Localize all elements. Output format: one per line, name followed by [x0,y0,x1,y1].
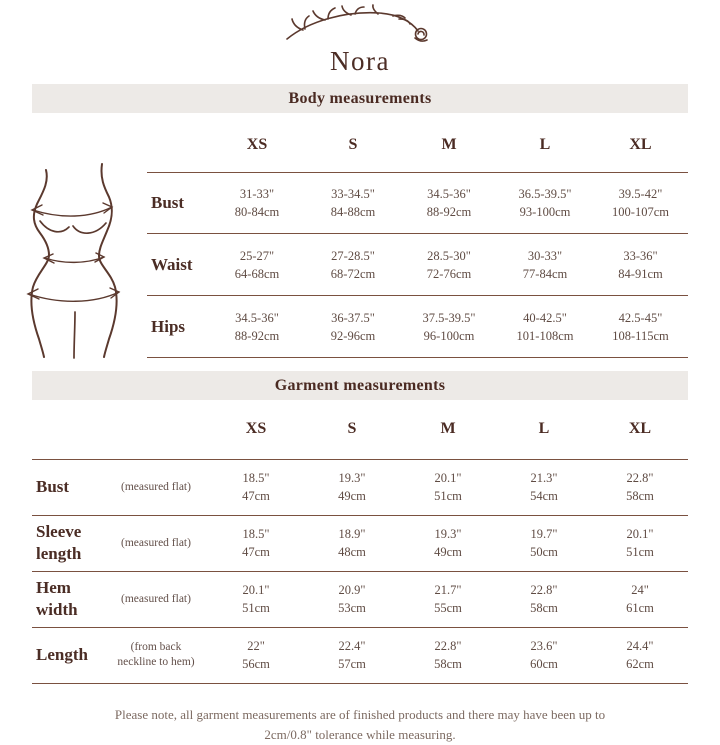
value-inches: 34.5-36" [427,186,471,201]
value-inches: 20.1" [626,527,654,541]
body-measurements-heading: Body measurements [32,84,688,113]
value-inches: 20.9" [338,583,366,597]
value-inches: 19.7" [530,527,558,541]
hem-m-cell [400,571,496,627]
size-column-header-l: L [538,420,550,438]
footnote-line-1: Please note, all garment measurements are of finished products and there may have been up to [114,706,606,722]
value-cm: 61cm [626,601,654,615]
value-inches: 31-33" [239,186,275,201]
empty-corner-cell [147,118,209,172]
hem-xs-cell [208,571,304,627]
value-cm: 84-88cm [330,204,376,219]
waist-xs-cell [209,234,305,296]
measurement-note: (measured flat) [121,480,191,493]
value-inches: 40-42.5" [523,310,567,325]
value-inches: 28.5-30" [427,248,471,263]
value-cm: 68-72cm [330,266,376,281]
value-inches: 22.4" [338,639,366,653]
value-inches: 22.8" [530,583,558,597]
measurement-note: (measured flat) [121,592,191,605]
value-cm: 108-115cm [612,328,669,343]
value-cm: 77-84cm [522,266,568,281]
value-inches: 21.7" [434,583,462,597]
body-measurements-section [0,118,720,358]
table-row-waist [147,234,688,296]
value-inches: 24" [631,583,649,597]
table-row-hem-width [32,571,688,627]
length-s-cell [304,627,400,683]
row-label-hips: Hips [151,316,186,336]
value-cm: 58cm [434,657,462,671]
row-label-bust: Bust [36,477,70,496]
bust-s-cell [305,172,401,234]
value-cm: 72-76cm [426,266,472,281]
table-row-sleeve-length [32,515,688,571]
value-inches: 30-33" [527,248,563,263]
torso-illustration [16,162,134,358]
size-column-header-s: S [347,420,357,438]
value-inches: 37.5-39.5" [422,310,476,325]
hem-l-cell [496,571,592,627]
value-cm: 47cm [242,545,270,559]
hips-xs-cell [209,296,305,358]
value-cm: 100-107cm [612,204,669,219]
hips-arrow [28,288,119,301]
sleeve-l-cell [496,515,592,571]
page-header [0,0,720,77]
value-inches: 27-28.5" [331,248,375,263]
sleeve-s-cell [304,515,400,571]
length-m-cell [400,627,496,683]
value-inches: 36-37.5" [331,310,375,325]
row-label-bust: Bust [151,192,185,212]
value-inches: 23.6" [530,639,558,653]
hem-xl-cell [592,571,688,627]
sleeve-xl-cell [592,515,688,571]
hips-xl-cell [593,296,688,358]
value-inches: 34.5-36" [235,310,279,325]
table-row-hips [147,296,688,358]
length-xl-cell [592,627,688,683]
value-cm: 49cm [434,545,462,559]
length-xs-cell [208,627,304,683]
value-inches: 19.3" [434,527,462,541]
garment-bust-l-cell [496,459,592,515]
waist-m-cell [401,234,497,296]
value-cm: 93-100cm [519,204,571,219]
garment-measurements-table [32,400,688,684]
product-title: Nora [330,46,390,76]
size-column-header-l: L [539,135,551,153]
row-label-waist: Waist [151,254,193,274]
row-label-hem-width: Hem width [36,578,78,619]
value-cm: 49cm [338,489,366,503]
value-inches: 22" [247,639,265,653]
garment-bust-m-cell [400,459,496,515]
value-inches: 22.8" [626,471,654,485]
garment-bust-xl-cell [592,459,688,515]
sleeve-xs-cell [208,515,304,571]
value-cm: 58cm [530,601,558,615]
value-cm: 84-91cm [618,266,663,281]
figure-pane [0,118,147,358]
garment-bust-s-cell [304,459,400,515]
size-column-header-xl: XL [628,420,652,438]
value-inches: 20.1" [242,583,270,597]
empty-corner-cell [32,400,104,459]
size-column-header-m: M [441,135,457,153]
garment-bust-xs-cell [208,459,304,515]
waist-arrow [44,253,104,263]
size-column-header-xl: XL [629,135,652,153]
value-cm: 55cm [434,601,462,615]
value-cm: 58cm [626,489,654,503]
bust-xs-cell [209,172,305,234]
hips-l-cell [497,296,593,358]
bust-arrow [32,203,112,216]
value-cm: 64-68cm [234,266,280,281]
value-cm: 56cm [242,657,270,671]
waist-xl-cell [593,234,688,296]
row-label-sleeve-length: Sleeve length [36,522,82,563]
measurement-note: (measured flat) [121,536,191,549]
value-inches: 22.8" [434,639,462,653]
value-cm: 88-92cm [426,204,472,219]
value-cm: 51cm [434,489,462,503]
bust-l-cell [497,172,593,234]
value-inches: 19.3" [338,471,366,485]
measurement-note: (from back neckline to hem) [117,641,195,668]
value-cm: 60cm [530,657,558,671]
size-column-header-xs: XS [245,420,267,438]
value-cm: 51cm [242,601,270,615]
size-column-header-m: M [440,420,456,438]
value-inches: 42.5-45" [618,310,663,325]
value-cm: 96-100cm [423,328,475,343]
value-inches: 18.5" [242,471,270,485]
row-label-length: Length [36,645,88,664]
value-inches: 18.9" [338,527,366,541]
value-cm: 54cm [530,489,558,503]
value-inches: 24.4" [626,639,654,653]
tolerance-footnote [0,705,720,745]
table-row-length [32,627,688,683]
waist-l-cell [497,234,593,296]
branch-decoration-icon [281,5,439,45]
garment-measurements-heading: Garment measurements [32,371,688,400]
value-cm: 101-108cm [516,328,574,343]
waist-s-cell [305,234,401,296]
hem-s-cell [304,571,400,627]
value-inches: 33-36" [623,248,658,263]
table-row-garment-bust [32,459,688,515]
value-cm: 53cm [338,601,366,615]
bust-m-cell [401,172,497,234]
value-inches: 20.1" [434,471,462,485]
value-inches: 21.3" [530,471,558,485]
value-cm: 57cm [338,657,366,671]
value-cm: 80-84cm [234,204,280,219]
value-inches: 33-34.5" [331,186,375,201]
size-header-row [147,118,688,172]
length-l-cell [496,627,592,683]
value-inches: 39.5-42" [618,186,663,201]
sleeve-m-cell [400,515,496,571]
hips-s-cell [305,296,401,358]
value-cm: 51cm [626,545,654,559]
value-inches: 36.5-39.5" [518,186,572,201]
value-cm: 48cm [338,545,366,559]
table-row-bust [147,172,688,234]
value-cm: 88-92cm [234,328,280,343]
value-cm: 50cm [530,545,558,559]
size-header-row [32,400,688,459]
body-measurements-table [147,118,688,358]
value-inches: 18.5" [242,527,270,541]
size-column-header-xs: XS [246,135,268,153]
bust-xl-cell [593,172,688,234]
footnote-line-2: 2cm/0.8" tolerance while measuring. [264,726,456,742]
value-inches: 25-27" [239,248,275,263]
size-column-header-s: S [348,135,358,153]
empty-note-header-cell [104,400,208,459]
hips-m-cell [401,296,497,358]
value-cm: 62cm [626,657,654,671]
value-cm: 92-96cm [330,328,376,343]
value-cm: 47cm [242,489,270,503]
